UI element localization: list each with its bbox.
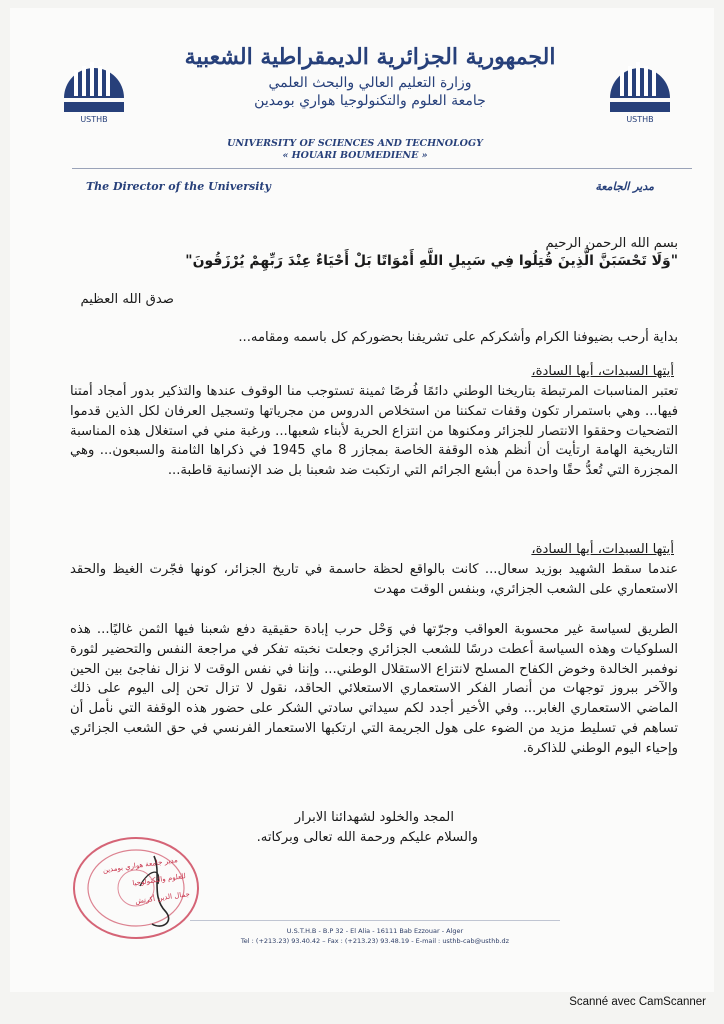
svg-text:USTHB: USTHB (626, 115, 654, 124)
footer-divider (190, 920, 560, 921)
svg-text:جمال الدين أكرتش: جمال الدين أكرتش (134, 890, 191, 906)
letterhead (170, 44, 570, 110)
footer-contact: Tel : (+213.23) 93.40.42 – Fax : (+213.23) 93.48.19 - E-mail : usthb-cab@usthb.dz (240, 937, 510, 945)
closing-line-2: والسلام عليكم ورحمة الله تعالى وبركاته. (256, 830, 478, 845)
usthb-logo-left (58, 48, 130, 128)
paragraph-2: عندما سقط الشهيد بوزيد سعال... كانت بالواقع لحظة حاسمة في تاريخ الجزائر، كونها فجّرت الغيظ والحقد الاستعماري على الشعب الجزائري، وبنفس الوقت مهدت (70, 562, 678, 597)
svg-text:مدير جامعة هواري بومدين: مدير جامعة هواري بومدين (102, 856, 179, 875)
header-divider (72, 168, 692, 169)
scanner-watermark: Scanné avec CamScanner (569, 996, 706, 1008)
paragraph-1: تعتبر المناسبات المرتبطة بتاريخنا الوطني دائمًا فُرصًا ثمينة تستوجب منا الوقوف عندها والتذكير بدور أمجاد أمتنا فيها... وهي باستمرار تكون وقفات تمكننا من استخلاص الدروس من مجرياتها وتسجيل العرفان لكل الذين قدموا التضحيات وحققوا الانتصار للجزائر ومكنوها من انتزاع الحرية لأبناء شعبها... ورغبة مني في استغلال هذه المناسبة التاريخية الهامة ارتأيت أن أنظم هذه الوقفة الخاصة بمجازر 8 ماي 1945 في ذكراها الثامنة والسبعون... وهي المجزرة التي تُعدُّ حقًا واحدة من أبشع الجرائم التي ارتكبت ضد شعبنا بل ضد الإنسانية قاطبة... (70, 384, 678, 479)
svg-text:للعلوم والتكنولوجيا: للعلوم والتكنولوجيا (131, 872, 187, 888)
closing-line-1: المجد والخلود لشهدائنا الابرار (294, 810, 454, 825)
ministry-name: وزارة التعليم العالي والبحث العلمي (268, 75, 472, 91)
republic-title: الجمهورية الجزائرية الديمقراطية الشعبية (184, 44, 556, 70)
quran-verse: "وَلَا تَحْسَبَنَّ الَّذِينَ قُتِلُوا فِي سَبِيلِ اللَّهِ أَمْوَاتًا بَلْ أَحْيَاءٌ عِنْدَ رَبِّهِمْ يُرْزَقُونَ" (185, 253, 678, 269)
basmala: بسم الله الرحمن الرحيم (545, 236, 678, 251)
university-name-en (190, 138, 520, 162)
footer-address: U.S.T.H.B - B.P 32 - El Alia - 16111 Bab Ezzouar - Alger (286, 927, 464, 935)
usthb-logo-right (604, 48, 676, 128)
letter-page (10, 8, 714, 992)
director-title-ar: مدير الجامعة (595, 180, 654, 193)
salutation-2: أيتها السيدات، أيها السادة، (531, 542, 674, 557)
paragraph-3: الطريق لسياسة غير محسوبة العواقب وجرّتها في وَحْل حرب إبادة حقيقية دفع شعبنا فيها الثمن غاليًا... هذه السلوكيات وهذه السياسة أعطت درسًا للشعب الجزائري وجعلت نخبته تفكر في مراجعة النفس والتحضير لثورة نوفمبر الخالدة وخوض الكفاح المسلح لانتزاع الاستقلال الوطني... وإننا في نفس الوقت لا نزال نفاجئ بين الحين والآخر ببروز توجهات من أنصار الفكر الاستعماري الاستعلائي الحاقد، نقول لا تزال تحن إلى اليوم على ذلك الماضي الاستعماري الغابر... وفي الأخير أجدد لكم سيداتي سادتي الشكر على حضور هذه الوقفة التي نأمل أن تساهم في تسليط مزيد من الضوء على هول الجريمة التي ارتكبها الاستعمار الفرنسي في حق الشعب الجزائري وإحياء اليوم الوطني للذاكرة. (70, 622, 678, 756)
university-name-ar: جامعة العلوم والتكنولوجيا هواري بومدين (254, 93, 486, 109)
salutation-1: أيتها السيدات، أيها السادة، (531, 364, 674, 379)
sadaqa-line: صدق الله العظيم (80, 292, 174, 307)
university-en-line2: « HOUARI BOUMEDIENE » (282, 150, 428, 161)
footer (190, 926, 560, 946)
welcome-line: بداية أرحب بضيوفنا الكرام وأشكركم على تشريفنا بحضوركم كل باسمه ومقامه... (238, 330, 678, 345)
svg-text:USTHB: USTHB (80, 115, 108, 124)
university-en-line1: UNIVERSITY OF SCIENCES AND TECHNOLOGY (227, 138, 483, 149)
director-title-en: The Director of the University (86, 180, 271, 193)
